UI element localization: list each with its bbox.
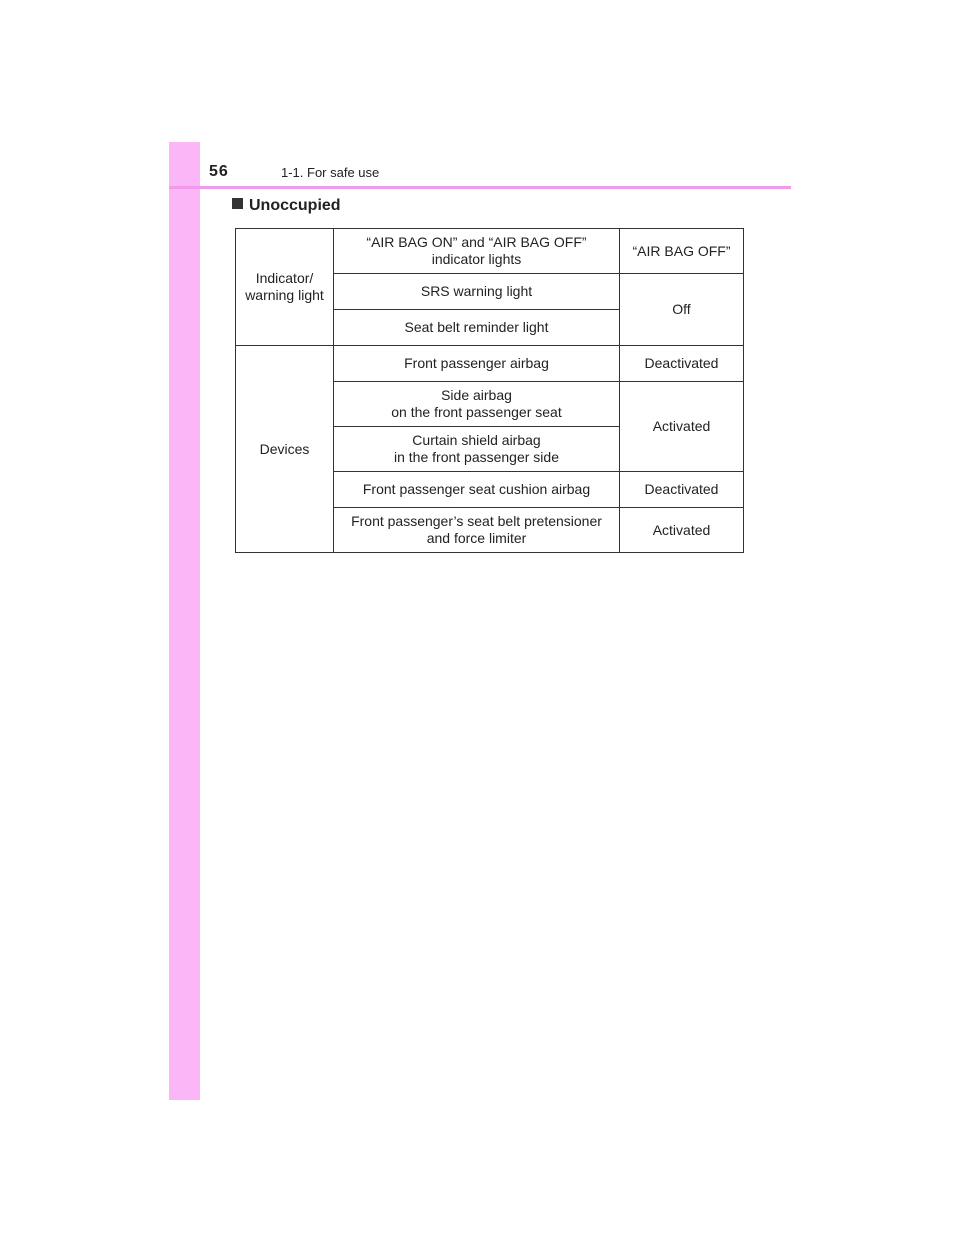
side-curtain-status: Activated [620, 382, 744, 472]
seat-belt-reminder-cell: Seat belt reminder light [334, 310, 620, 346]
section-title: Unoccupied [249, 197, 341, 214]
status-table [235, 228, 744, 553]
seat-cushion-airbag-cell: Front passenger seat cushion airbag [334, 472, 620, 508]
pretensioner-cell: Front passenger’s seat belt pretensioner and force limiter [334, 508, 620, 553]
front-passenger-airbag-status: Deactivated [620, 346, 744, 382]
section-path: 1-1. For safe use [281, 165, 380, 180]
page-header [200, 142, 791, 187]
curtain-shield-airbag-cell: Curtain shield airbag in the front passenger side [334, 427, 620, 472]
devices-group-cell: Devices [236, 346, 334, 553]
table-row [236, 346, 744, 382]
square-bullet-icon [232, 198, 243, 209]
air-bag-lights-status: “AIR BAG OFF” [620, 229, 744, 274]
section-heading [232, 197, 341, 215]
srs-warning-cell: SRS warning light [334, 274, 620, 310]
side-airbag-cell: Side airbag on the front passenger seat [334, 382, 620, 427]
pretensioner-status: Activated [620, 508, 744, 553]
indicator-group-cell: Indicator/ warning light [236, 229, 334, 346]
seat-cushion-airbag-status: Deactivated [620, 472, 744, 508]
side-color-band [169, 142, 200, 1100]
front-passenger-airbag-cell: Front passenger airbag [334, 346, 620, 382]
header-rule [169, 186, 791, 189]
table-row [236, 229, 744, 274]
page-number: 56 [209, 163, 229, 180]
srs-seatbelt-status: Off [620, 274, 744, 346]
air-bag-lights-cell: “AIR BAG ON” and “AIR BAG OFF” indicator lights [334, 229, 620, 274]
